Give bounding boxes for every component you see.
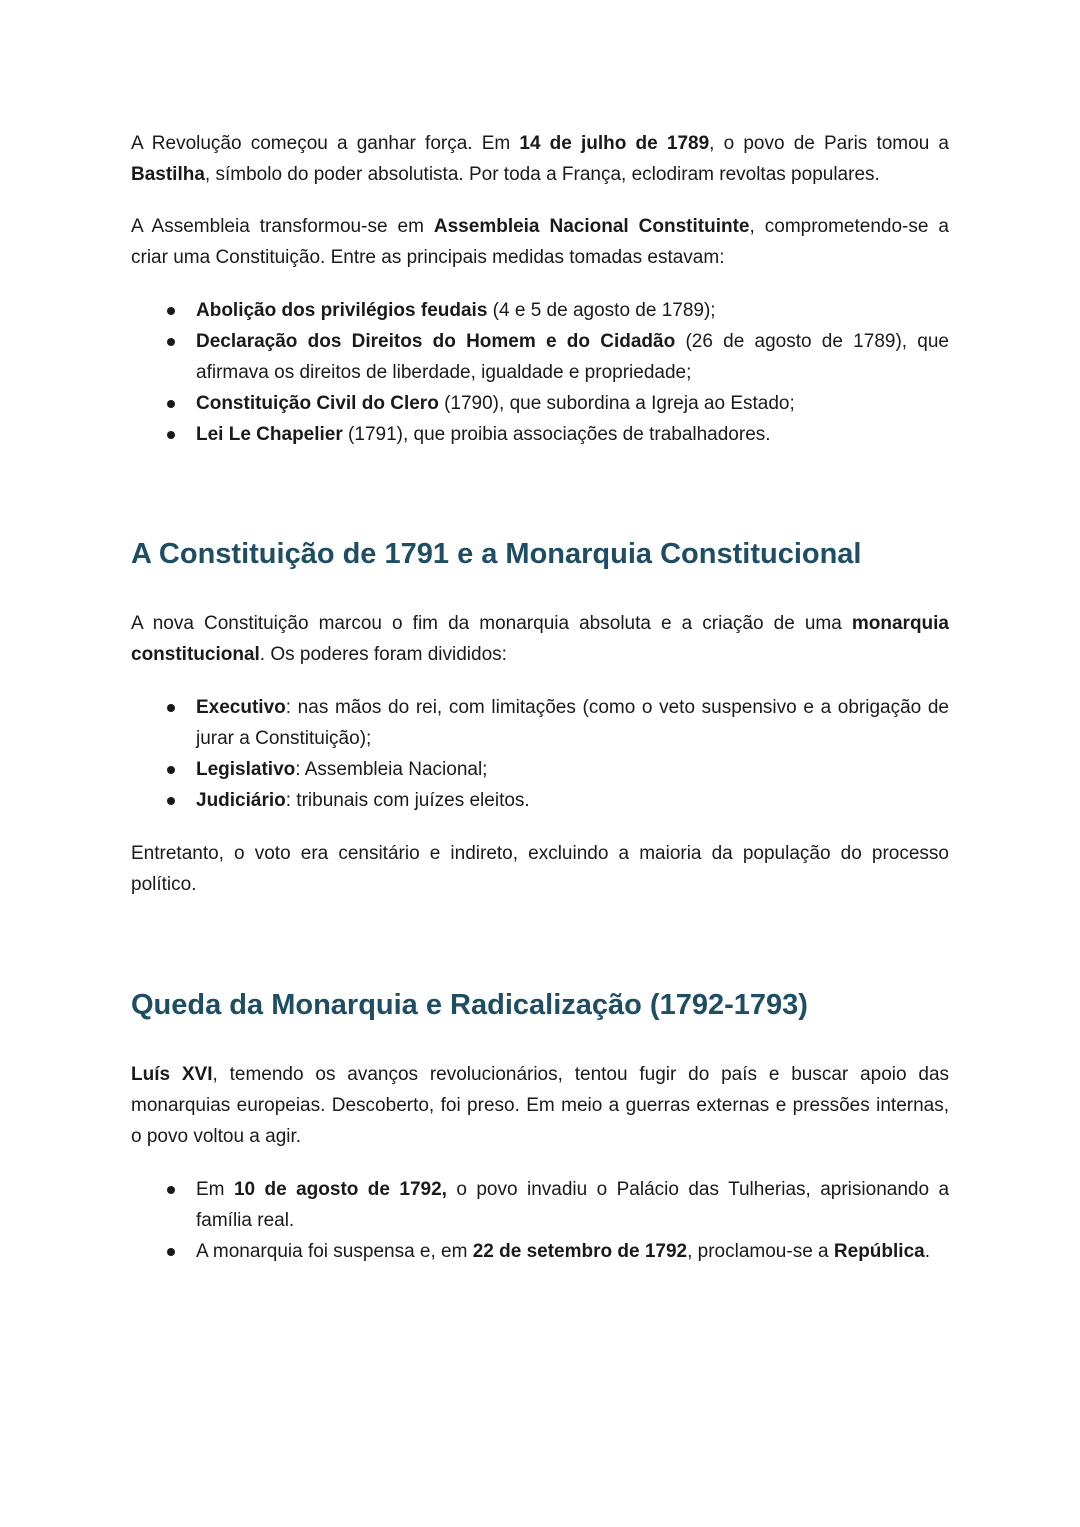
paragraph-assembly [131,211,949,273]
item-text: : nas mãos do rei, com limitações (como o veto suspensivo e a obrigação de jurar a Constituição); [196,697,949,749]
list-item [131,785,949,816]
bold-term: Assembleia Nacional Constituinte [433,216,750,237]
list-item [131,1174,949,1236]
text: , símbolo do poder absolutista. Por toda a França, eclodiram revoltas populares. [204,164,880,185]
text: . Os poderes foram divididos: [259,644,507,665]
text: A nova Constituição marcou o fim da monarquia absoluta e a criação de uma [131,613,852,634]
item-text: . [924,1241,930,1262]
item-bold: 22 de setembro de 1792 [472,1241,688,1262]
item-text: (26 de agosto de 1789), que afirmava os direitos de liberdade, igualdade e propriedade; [196,331,949,383]
item-text: , proclamou-se a [687,1241,834,1262]
bold-date: 14 de julho de 1789 [519,133,710,154]
item-text: (1790), que subordina a Igreja ao Estado; [438,393,795,414]
heading-fall-of-monarchy: Queda da Monarquia e Radicalização (1792-1793) [131,989,808,1021]
item-bold: Legislativo [196,759,296,780]
paragraph-census-vote: Entretanto, o voto era censitário e indireto, excluindo a maioria da população do processo político. [131,843,949,895]
item-bold: Declaração dos Direitos do Homem e do Cidadão [196,331,676,352]
item-text: : Assembleia Nacional; [295,759,488,780]
text: , o povo de Paris tomou a [709,133,949,154]
item-bold: Abolição dos privilégios feudais [196,300,488,321]
item-bold: Executivo [196,697,286,718]
list-item [131,692,949,754]
list-item [131,1236,949,1267]
bold-term: Bastilha [131,164,205,185]
paragraph-louis-xvi [131,1059,949,1152]
item-bold: Judiciário [196,790,286,811]
text: , temendo os avanços revolucionários, tentou fugir do país e buscar apoio das monarquias europeias. Descoberto, foi preso. Em meio a guerras externas e pressões internas, o povo voltou a agir. [131,1064,950,1147]
item-text: (1791), que proibia associações de trabalhadores. [342,424,771,445]
text: , comprometendo-se a criar uma Constituição. Entre as principais medidas tomadas estavam: [131,216,949,268]
item-bold: 10 de agosto de 1792, [233,1179,447,1200]
list-item [131,754,949,785]
text: A Revolução começou a ganhar força. Em [131,133,520,154]
item-text: : tribunais com juízes eleitos. [285,790,530,811]
list-item [131,326,949,388]
heading-constitution-1791: A Constituição de 1791 e a Monarquia Constitucional [131,538,862,570]
powers-list [131,692,949,816]
item-text: A monarquia foi suspensa e, em [196,1241,473,1262]
paragraph-bastille [131,128,949,190]
events-list [131,1174,949,1267]
measures-list [131,295,949,450]
document-page [131,128,949,1267]
item-text: o povo invadiu o Palácio das Tulherias, aprisionando a família real. [196,1179,950,1231]
paragraph-constitutional-monarchy [131,608,949,670]
item-bold: República [833,1241,925,1262]
list-item [131,295,949,326]
list-item [131,419,949,450]
item-text: Em [196,1179,234,1200]
bold-name: Luís XVI [131,1064,213,1085]
item-bold: Constituição Civil do Clero [196,393,439,414]
text: A Assembleia transformou-se em [131,216,434,237]
item-bold: Lei Le Chapelier [196,424,343,445]
list-item [131,388,949,419]
item-text: (4 e 5 de agosto de 1789); [487,300,716,321]
bold-term: monarquia constitucional [131,613,949,665]
